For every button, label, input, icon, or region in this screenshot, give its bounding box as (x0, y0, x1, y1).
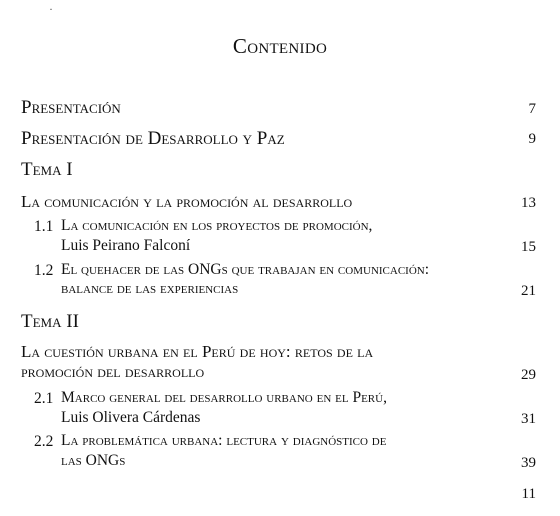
page-folio: 11 (521, 486, 536, 502)
toc-entry-2-2-number: 2.2 (34, 433, 54, 450)
page-title: Contenido (232, 34, 328, 58)
toc-entry-2-1-title: Marco general del desarrollo urbano en el Perú, (61, 389, 387, 406)
toc-entry-2-1-author: Luis Olivera Cárdenas (61, 409, 201, 426)
toc-entry-presentacion-page: 7 (528, 101, 536, 117)
toc-entry-2-1-page: 31 (521, 411, 536, 427)
toc-entry-2-1-number: 2.1 (34, 390, 54, 407)
section-label-tema-1: Tema I (21, 159, 73, 180)
toc-entry-sec2-page: 29 (521, 367, 536, 383)
toc-entry-presentacion-dp-title: Presentación de Desarrollo y Paz (21, 128, 285, 149)
toc-entry-presentacion-dp-page: 9 (528, 131, 536, 147)
toc-entry-1-2-page: 21 (521, 283, 536, 299)
toc-entry-sec2-title: La cuestión urbana en el Perú de hoy: retos de la (21, 342, 374, 361)
toc-entry-2-2-title-cont: las ONGs (61, 452, 126, 469)
toc-entry-1-1-title: La comunicación en los proyectos de promoción, (61, 217, 373, 234)
toc-entry-presentacion-title: Presentación (21, 97, 121, 118)
toc-entry-1-2-number: 1.2 (34, 262, 54, 279)
toc-entry-2-2-page: 39 (521, 455, 536, 471)
top-mark: · (49, 2, 54, 16)
toc-entry-1-2-title: El quehacer de las ONGs que trabajan en comunicación: (61, 261, 430, 278)
toc-entry-2-2-title: La problemática urbana: lectura y diagnóstico de (61, 432, 387, 449)
toc-entry-1-1-number: 1.1 (34, 218, 54, 235)
toc-entry-1-1-author: Luis Peirano Falconí (61, 237, 191, 254)
section-label-tema-2: Tema II (21, 311, 79, 332)
toc-entry-sec1-page: 13 (521, 195, 536, 211)
toc-entry-1-1-page: 15 (521, 239, 536, 255)
toc-entry-sec2-title-cont: promoción del desarrollo (21, 362, 205, 381)
toc-entry-1-2-title-cont: balance de las experiencias (61, 280, 239, 297)
toc-entry-sec1-title: La comunicación y la promoción al desarrollo (21, 192, 353, 211)
